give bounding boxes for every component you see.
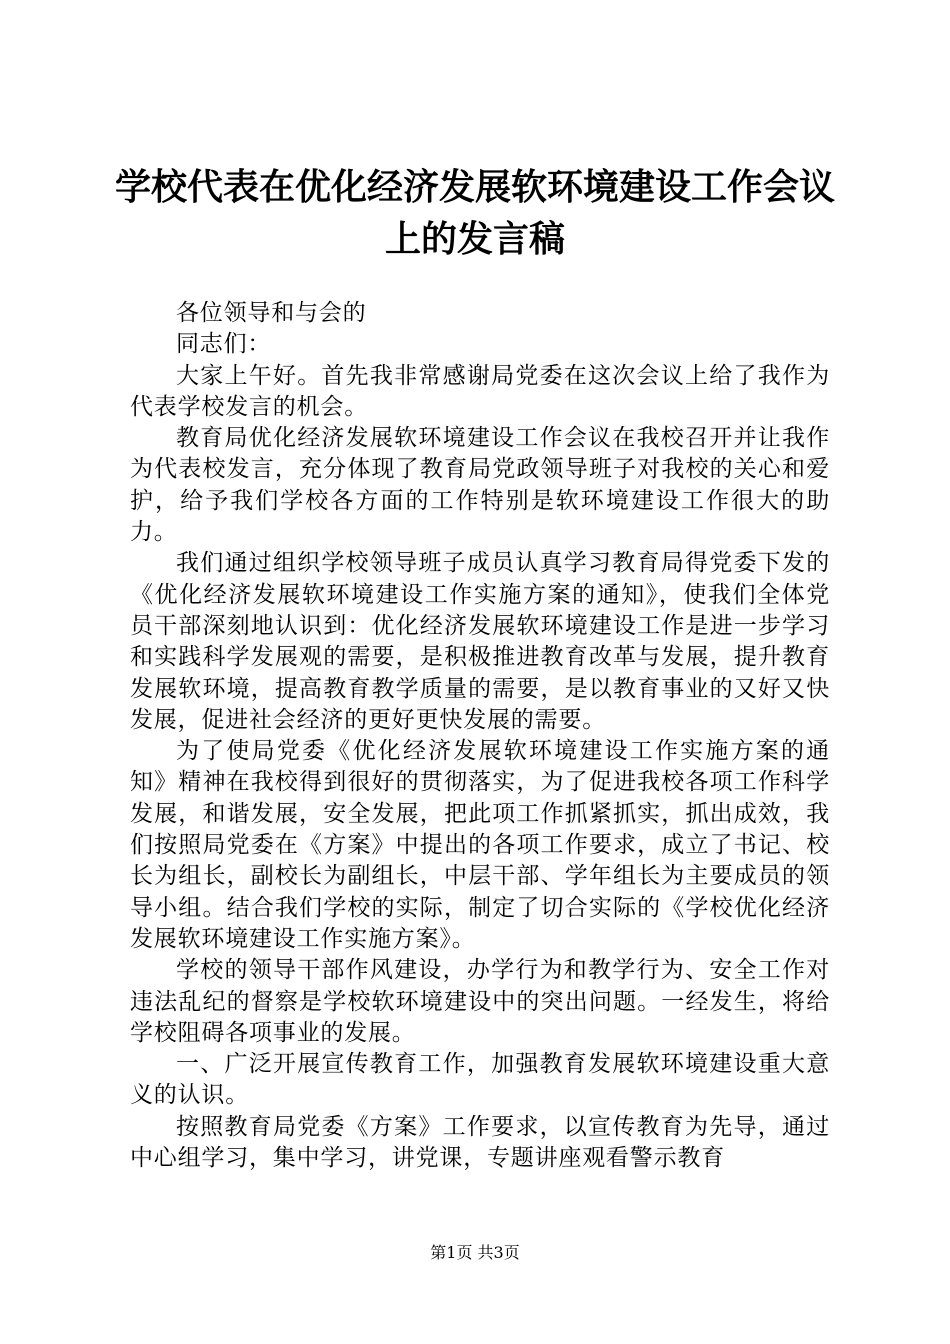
paragraph: 大家上午好。首先我非常感谢局党委在这次会议上给了我作为代表学校发言的机会。 (130, 362, 830, 420)
page-number-footer: 第1页 共3页 (430, 1243, 520, 1262)
paragraph: 我们通过组织学校领导班子成员认真学习教育局得党委下发的《优化经济发展软环境建设工作实施方案的通知》，使我们全体党员干部深刻地认识到：优化经济发展软环境建设工作是进一步学习和实践科学发展观的需要，是积极推进教育改革与发展，提升教育发展软环境，提高教育教学质量的需要，是以教育事业的又好又快发展，促进社会经济的更好更快发展的需要。 (130, 550, 830, 733)
document-body (130, 298, 830, 1174)
section-heading: 一、广泛开展宣传教育工作，加强教育发展软环境建设重大意义的认识。 (130, 1051, 830, 1109)
paragraph: 为了使局党委《优化经济发展软环境建设工作实施方案的通知》精神在我校得到很好的贯彻落实，为了促进我校各项工作科学发展，和谐发展，安全发展，把此项工作抓紧抓实，抓出成效，我们按照局党委在《方案》中提出的各项工作要求，成立了书记、校长为组长，副校长为副组长，中层干部、学年组长为主要成员的领导小组。结合我们学校的实际，制定了切合实际的《学校优化经济发展软环境建设工作实施方案》。 (130, 738, 830, 952)
document-title: 学校代表在优化经济发展软环境建设工作会议上的发言稿 (114, 167, 835, 260)
paragraph: 学校的领导干部作风建设，办学行为和教学行为、安全工作对违法乱纪的督察是学校软环境建设中的突出问题。一经发生，将给学校阻碍各项事业的发展。 (130, 957, 830, 1046)
paragraph: 教育局优化经济发展软环境建设工作会议在我校召开并让我作为代表校发言，充分体现了教育局党政领导班子对我校的关心和爱护，给予我们学校各方面的工作特别是软环境建设工作很大的助力。 (130, 425, 830, 546)
paragraph: 各位领导和与会的 (176, 300, 367, 326)
paragraph: 同志们： (176, 331, 272, 358)
paragraph: 按照教育局党委《方案》工作要求，以宣传教育为先导，通过中心组学习，集中学习，讲党课，专题讲座观看警示教育 (130, 1113, 830, 1172)
